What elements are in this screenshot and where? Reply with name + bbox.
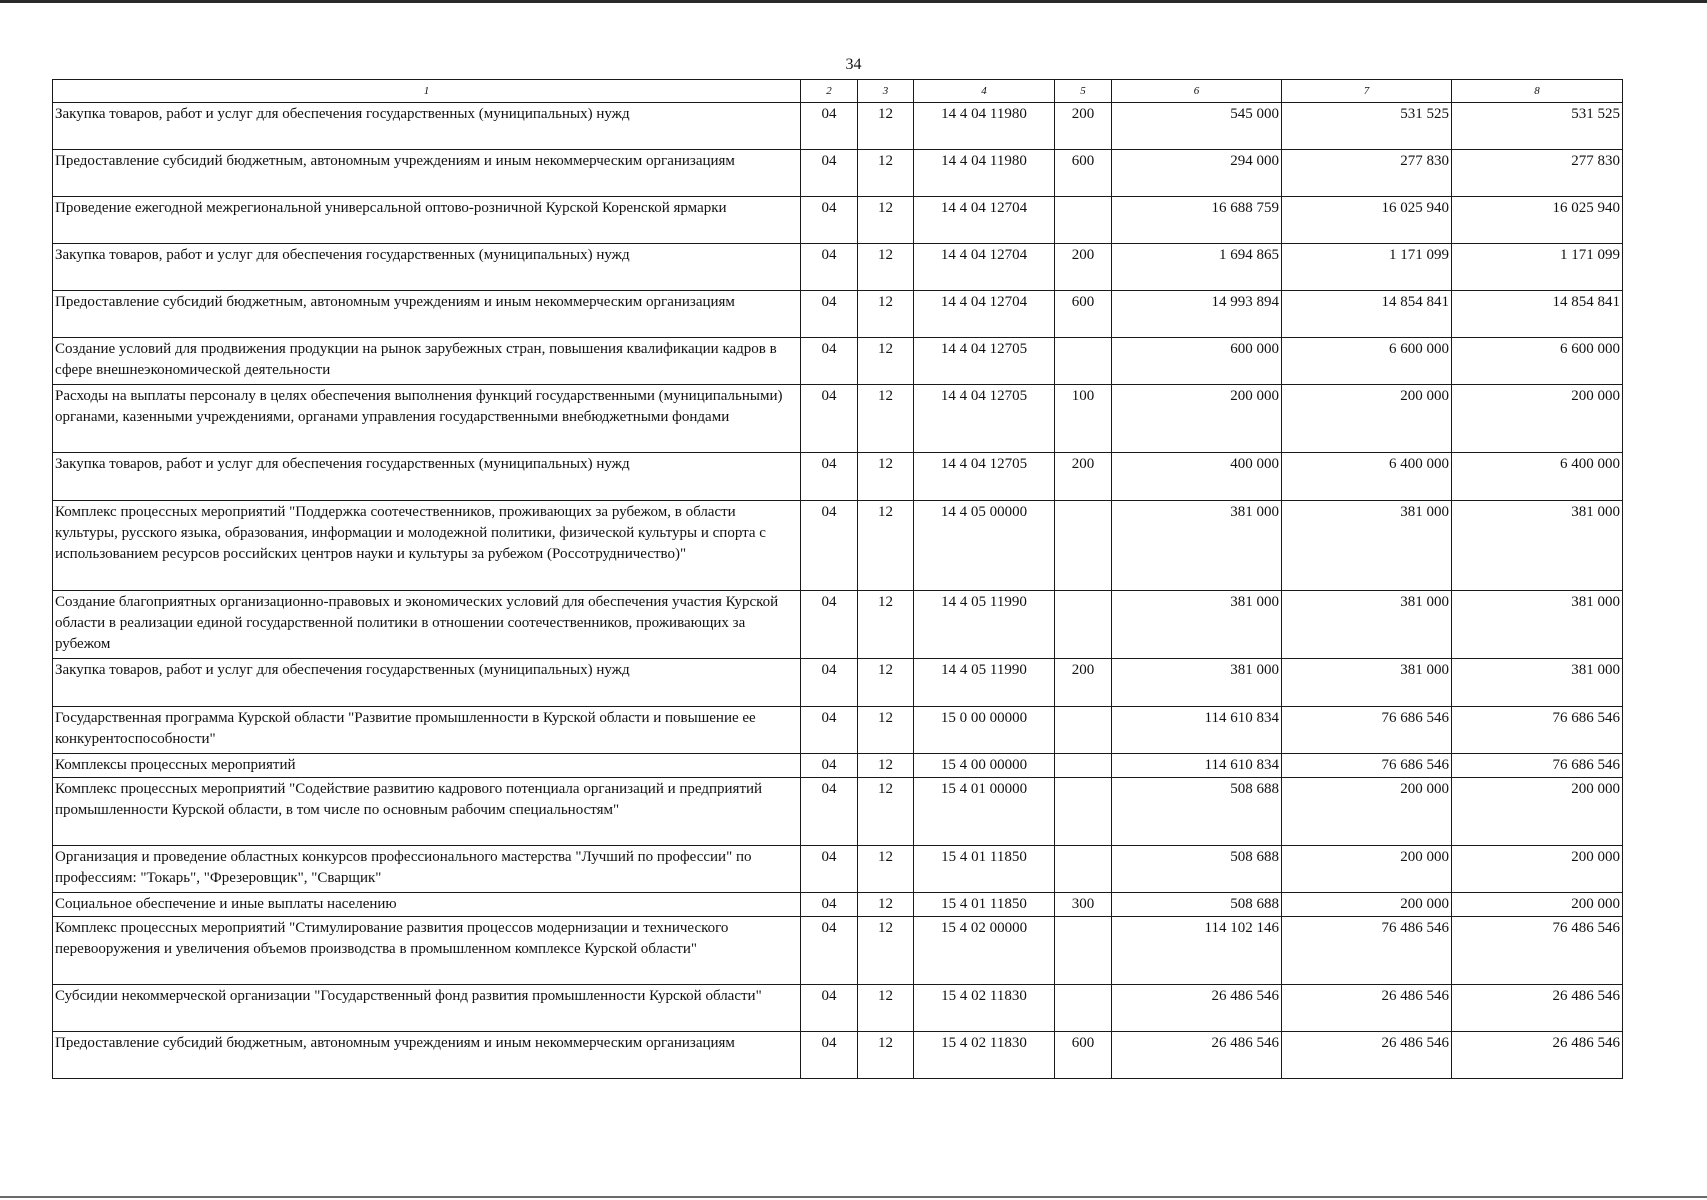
row-name: Организация и проведение областных конкурсов профессионального мастерства "Лучший по профессии" по профессиям: "Токарь", "Фрезеровщик", "Сварщик" [53,846,801,893]
row-expense-type: 200 [1055,244,1112,291]
row-subsection: 12 [858,244,914,291]
row-target-article: 14 4 04 11980 [914,103,1055,150]
row-subsection: 12 [858,659,914,707]
row-amount-col8: 26 486 546 [1452,985,1623,1032]
row-name: Расходы на выплаты персоналу в целях обеспечения выполнения функций государственными (муниципальными) органами, казенными учреждениями, органами управления государственными внебюджетными фондами [53,385,801,453]
row-amount-col6: 114 102 146 [1112,917,1282,985]
row-subsection: 12 [858,103,914,150]
table-row [53,846,1623,893]
row-section: 04 [801,754,858,778]
row-amount-col6: 26 486 546 [1112,1032,1282,1079]
budget-table [52,79,1623,1079]
table-row [53,338,1623,385]
row-section: 04 [801,1032,858,1079]
row-section: 04 [801,893,858,917]
row-subsection: 12 [858,453,914,501]
row-name: Закупка товаров, работ и услуг для обеспечения государственных (муниципальных) нужд [53,103,801,150]
row-amount-col6: 26 486 546 [1112,985,1282,1032]
table-row [53,244,1623,291]
table-row [53,591,1623,659]
row-expense-type: 600 [1055,291,1112,338]
row-target-article: 15 4 01 11850 [914,846,1055,893]
row-name: Закупка товаров, работ и услуг для обеспечения государственных (муниципальных) нужд [53,244,801,291]
row-subsection: 12 [858,1032,914,1079]
row-amount-col7: 200 000 [1282,893,1452,917]
row-expense-type [1055,501,1112,591]
table-row [53,707,1623,754]
row-subsection: 12 [858,150,914,197]
row-name: Проведение ежегодной межрегиональной универсальной оптово-розничной Курской Коренской ярмарки [53,197,801,244]
row-amount-col7: 76 686 546 [1282,754,1452,778]
row-subsection: 12 [858,291,914,338]
row-section: 04 [801,591,858,659]
header-col-1: 1 [53,80,801,103]
row-target-article: 14 4 04 12705 [914,338,1055,385]
page-number: 34 [845,56,862,73]
row-section: 04 [801,103,858,150]
row-amount-col7: 16 025 940 [1282,197,1452,244]
table-row [53,385,1623,453]
row-name: Комплекс процессных мероприятий "Поддержка соотечественников, проживающих за рубежом, в области культуры, русского языка, образования, информации и молодежной политики, физической культуры и спорта с использованием ресурсов российских центров науки и культуры за рубежом (Россотрудничество)" [53,501,801,591]
row-name: Предоставление субсидий бюджетным, автономным учреждениям и иным некоммерческим организациям [53,150,801,197]
row-amount-col8: 531 525 [1452,103,1623,150]
row-name: Предоставление субсидий бюджетным, автономным учреждениям и иным некоммерческим организациям [53,1032,801,1079]
row-name: Создание благоприятных организационно-правовых и экономических условий для обеспечения участия Курской области в реализации единой государственной политики в отношении соотечественников, проживающих за рубежом [53,591,801,659]
header-col-5: 5 [1055,80,1112,103]
header-col-6: 6 [1112,80,1282,103]
row-expense-type [1055,778,1112,846]
row-amount-col7: 76 486 546 [1282,917,1452,985]
row-amount-col8: 277 830 [1452,150,1623,197]
row-subsection: 12 [858,893,914,917]
row-amount-col6: 508 688 [1112,846,1282,893]
row-expense-type: 600 [1055,150,1112,197]
header-col-3: 3 [858,80,914,103]
row-amount-col7: 531 525 [1282,103,1452,150]
row-amount-col6: 14 993 894 [1112,291,1282,338]
row-name: Предоставление субсидий бюджетным, автономным учреждениям и иным некоммерческим организациям [53,291,801,338]
row-subsection: 12 [858,985,914,1032]
row-target-article: 14 4 05 11990 [914,659,1055,707]
row-subsection: 12 [858,778,914,846]
row-subsection: 12 [858,385,914,453]
row-target-article: 14 4 05 11990 [914,591,1055,659]
header-col-4: 4 [914,80,1055,103]
row-amount-col8: 6 400 000 [1452,453,1623,501]
row-target-article: 14 4 04 12705 [914,385,1055,453]
row-section: 04 [801,985,858,1032]
row-section: 04 [801,659,858,707]
table-row [53,659,1623,707]
row-name: Социальное обеспечение и иные выплаты населению [53,893,801,917]
row-name: Закупка товаров, работ и услуг для обеспечения государственных (муниципальных) нужд [53,453,801,501]
row-expense-type [1055,917,1112,985]
row-target-article: 15 4 02 11830 [914,1032,1055,1079]
row-expense-type: 600 [1055,1032,1112,1079]
row-amount-col8: 200 000 [1452,778,1623,846]
row-amount-col6: 381 000 [1112,659,1282,707]
row-amount-col6: 114 610 834 [1112,707,1282,754]
row-target-article: 15 4 01 11850 [914,893,1055,917]
row-amount-col7: 200 000 [1282,778,1452,846]
row-section: 04 [801,778,858,846]
row-amount-col6: 600 000 [1112,338,1282,385]
row-expense-type: 200 [1055,659,1112,707]
row-amount-col7: 381 000 [1282,659,1452,707]
table-row [53,893,1623,917]
row-section: 04 [801,197,858,244]
row-section: 04 [801,453,858,501]
row-section: 04 [801,385,858,453]
row-expense-type [1055,338,1112,385]
row-amount-col7: 200 000 [1282,385,1452,453]
row-expense-type: 200 [1055,453,1112,501]
row-name: Государственная программа Курской области "Развитие промышленности в Курской области и повышение ее конкурентоспособности" [53,707,801,754]
row-amount-col7: 76 686 546 [1282,707,1452,754]
row-target-article: 14 4 04 12704 [914,244,1055,291]
row-subsection: 12 [858,846,914,893]
row-amount-col6: 400 000 [1112,453,1282,501]
row-target-article: 15 4 02 11830 [914,985,1055,1032]
row-target-article: 14 4 04 12704 [914,197,1055,244]
row-target-article: 15 4 00 00000 [914,754,1055,778]
row-name: Закупка товаров, работ и услуг для обеспечения государственных (муниципальных) нужд [53,659,801,707]
row-subsection: 12 [858,197,914,244]
row-amount-col8: 200 000 [1452,846,1623,893]
table-row [53,754,1623,778]
table-row [53,103,1623,150]
row-expense-type [1055,985,1112,1032]
row-amount-col8: 381 000 [1452,659,1623,707]
row-amount-col6: 508 688 [1112,893,1282,917]
row-section: 04 [801,707,858,754]
table-row [53,1032,1623,1079]
row-target-article: 14 4 04 12704 [914,291,1055,338]
row-amount-col7: 277 830 [1282,150,1452,197]
row-subsection: 12 [858,754,914,778]
row-amount-col6: 545 000 [1112,103,1282,150]
row-expense-type [1055,197,1112,244]
row-amount-col6: 114 610 834 [1112,754,1282,778]
row-name: Комплекс процессных мероприятий "Содействие развитию кадрового потенциала организаций и предприятий промышленности Курской области, в том числе по основным рабочим специальностям" [53,778,801,846]
row-amount-col7: 381 000 [1282,591,1452,659]
row-amount-col6: 381 000 [1112,501,1282,591]
row-subsection: 12 [858,707,914,754]
row-section: 04 [801,291,858,338]
row-amount-col8: 381 000 [1452,501,1623,591]
row-subsection: 12 [858,917,914,985]
table-header-row [53,80,1623,103]
row-expense-type [1055,707,1112,754]
row-subsection: 12 [858,501,914,591]
row-target-article: 15 0 00 00000 [914,707,1055,754]
table-row [53,985,1623,1032]
row-amount-col7: 26 486 546 [1282,985,1452,1032]
row-amount-col7: 14 854 841 [1282,291,1452,338]
row-expense-type: 200 [1055,103,1112,150]
row-section: 04 [801,917,858,985]
row-subsection: 12 [858,338,914,385]
row-name: Комплексы процессных мероприятий [53,754,801,778]
header-col-2: 2 [801,80,858,103]
row-amount-col6: 508 688 [1112,778,1282,846]
row-amount-col8: 1 171 099 [1452,244,1623,291]
table-row [53,453,1623,501]
row-amount-col7: 1 171 099 [1282,244,1452,291]
header-col-8: 8 [1452,80,1623,103]
table-row [53,501,1623,591]
row-section: 04 [801,244,858,291]
row-target-article: 15 4 02 00000 [914,917,1055,985]
row-amount-col6: 381 000 [1112,591,1282,659]
row-name: Создание условий для продвижения продукции на рынок зарубежных стран, повышения квалификации кадров в сфере внешнеэкономической деятельности [53,338,801,385]
row-name: Комплекс процессных мероприятий "Стимулирование развития процессов модернизации и технического перевооружения и увеличения объемов производства в промышленном комплексе Курской области" [53,917,801,985]
row-name: Субсидии некоммерческой организации "Государственный фонд развития промышленности Курской области" [53,985,801,1032]
row-amount-col8: 381 000 [1452,591,1623,659]
row-subsection: 12 [858,591,914,659]
row-amount-col6: 294 000 [1112,150,1282,197]
row-expense-type: 300 [1055,893,1112,917]
row-section: 04 [801,846,858,893]
table-row [53,291,1623,338]
row-amount-col7: 6 400 000 [1282,453,1452,501]
row-amount-col7: 26 486 546 [1282,1032,1452,1079]
header-col-7: 7 [1282,80,1452,103]
row-amount-col8: 14 854 841 [1452,291,1623,338]
row-amount-col7: 6 600 000 [1282,338,1452,385]
row-expense-type [1055,591,1112,659]
row-section: 04 [801,501,858,591]
row-section: 04 [801,150,858,197]
table-row [53,197,1623,244]
row-amount-col8: 76 486 546 [1452,917,1623,985]
row-section: 04 [801,338,858,385]
row-target-article: 15 4 01 00000 [914,778,1055,846]
scan-edge-top [0,0,1707,3]
row-amount-col7: 381 000 [1282,501,1452,591]
row-expense-type [1055,754,1112,778]
row-amount-col6: 16 688 759 [1112,197,1282,244]
row-amount-col7: 200 000 [1282,846,1452,893]
row-amount-col6: 1 694 865 [1112,244,1282,291]
scan-edge-bottom [0,1196,1707,1198]
table-row [53,778,1623,846]
row-amount-col8: 76 686 546 [1452,754,1623,778]
row-amount-col8: 200 000 [1452,385,1623,453]
row-amount-col8: 16 025 940 [1452,197,1623,244]
row-amount-col8: 26 486 546 [1452,1032,1623,1079]
row-target-article: 14 4 04 11980 [914,150,1055,197]
row-amount-col6: 200 000 [1112,385,1282,453]
row-amount-col8: 6 600 000 [1452,338,1623,385]
table-row [53,917,1623,985]
row-amount-col8: 200 000 [1452,893,1623,917]
row-expense-type: 100 [1055,385,1112,453]
row-target-article: 14 4 05 00000 [914,501,1055,591]
row-expense-type [1055,846,1112,893]
table-row [53,150,1623,197]
row-amount-col8: 76 686 546 [1452,707,1623,754]
row-target-article: 14 4 04 12705 [914,453,1055,501]
